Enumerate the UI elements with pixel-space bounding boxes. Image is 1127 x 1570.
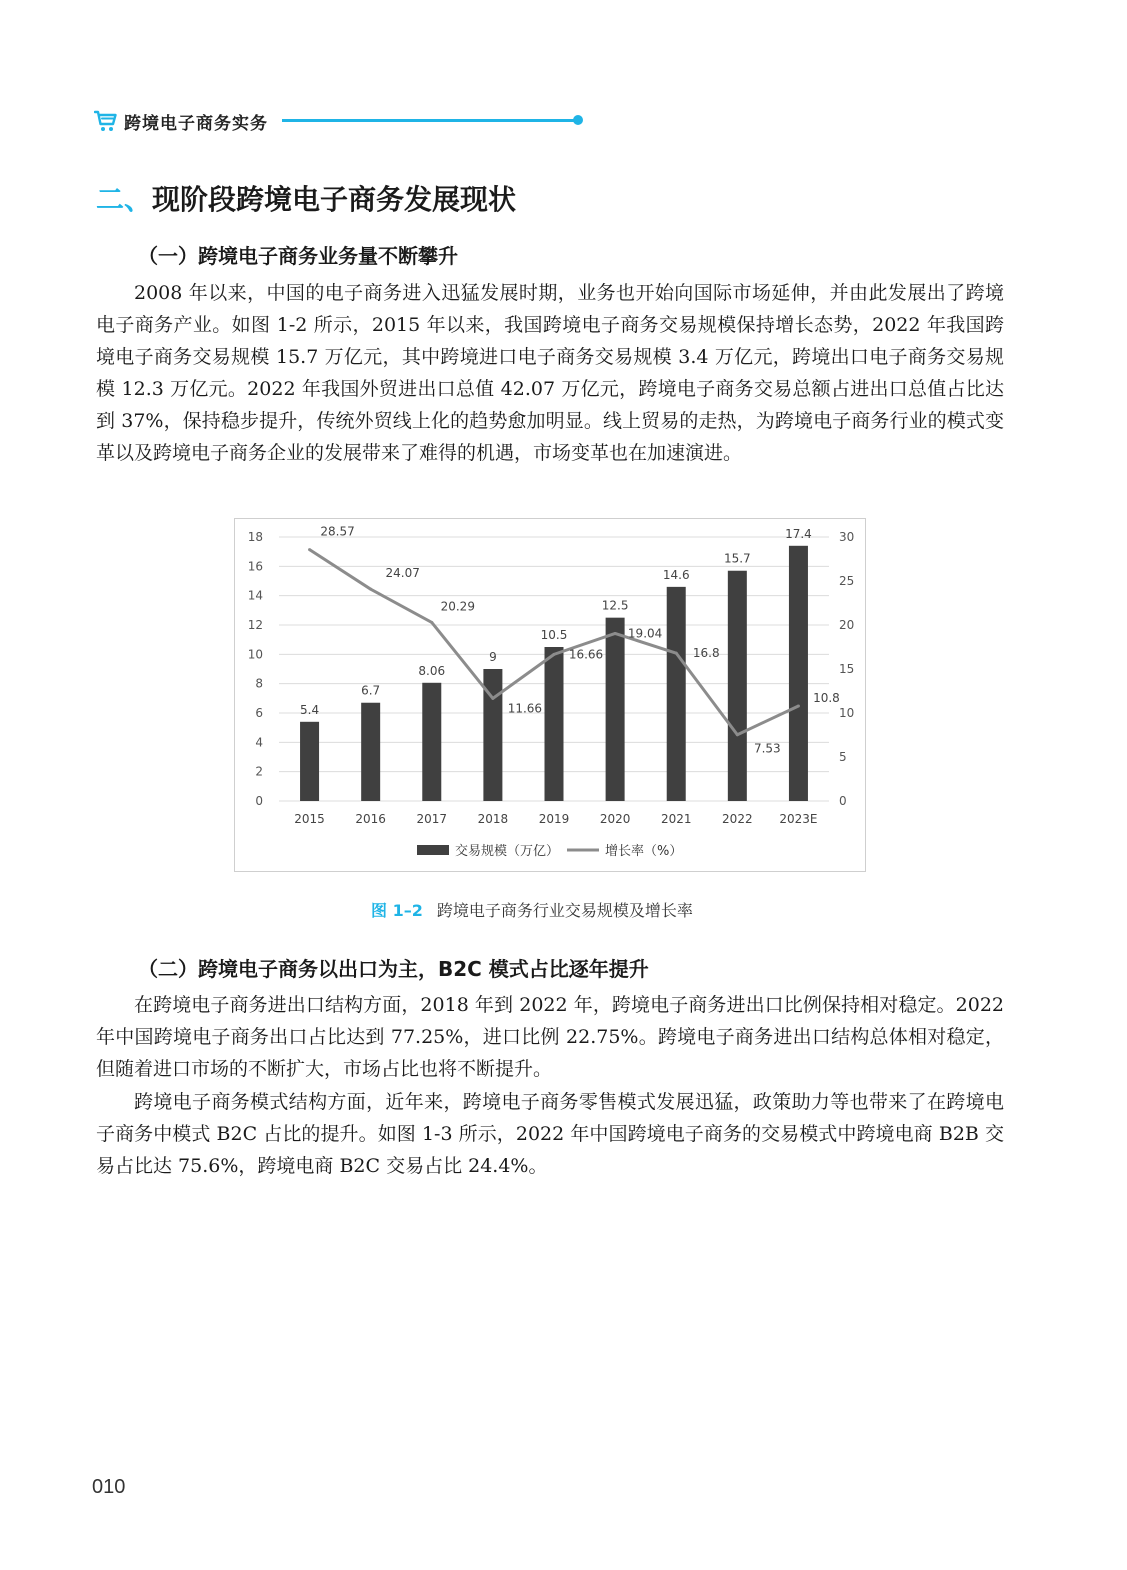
x-tick-label: 2015 bbox=[294, 812, 325, 826]
y-left-tick-label: 6 bbox=[255, 706, 263, 720]
x-tick-label: 2018 bbox=[477, 812, 509, 826]
y-left-tick-label: 14 bbox=[247, 588, 263, 603]
x-tick-label: 2022 bbox=[722, 812, 753, 826]
line-point bbox=[614, 632, 617, 635]
section-number: 二、 bbox=[96, 183, 153, 216]
legend-label-line: 增长率（%） bbox=[605, 844, 683, 859]
x-tick-label: 2021 bbox=[660, 812, 692, 826]
y-right-tick-label: 15 bbox=[839, 662, 855, 676]
line-value-label: 19.04 bbox=[627, 626, 663, 641]
line-value-label: 24.07 bbox=[385, 566, 420, 581]
section-title-text: 现阶段跨境电子商务发展现状 bbox=[152, 183, 517, 216]
y-left-tick-label: 0 bbox=[255, 794, 263, 808]
line-value-label: 28.57 bbox=[320, 524, 355, 539]
bar bbox=[422, 683, 441, 801]
bar bbox=[789, 546, 808, 801]
y-right-tick-label: 0 bbox=[839, 794, 847, 808]
y-left-tick-label: 2 bbox=[255, 764, 263, 779]
bar-value-label: 15.7 bbox=[723, 551, 751, 566]
line-point bbox=[675, 652, 678, 655]
shopping-cart-icon bbox=[94, 109, 118, 133]
bar-value-label: 6.7 bbox=[361, 683, 381, 698]
bar-value-label: 9 bbox=[489, 650, 497, 664]
line-point bbox=[430, 621, 433, 624]
running-header bbox=[94, 104, 268, 138]
x-tick-label: 2019 bbox=[538, 812, 570, 826]
y-right-tick-label: 20 bbox=[839, 618, 855, 632]
page-number: 010 bbox=[92, 1476, 126, 1498]
y-left-tick-label: 4 bbox=[255, 735, 263, 750]
figure-caption-text: 跨境电子商务行业交易规模及增长率 bbox=[436, 901, 693, 920]
x-tick-label: 2023E bbox=[779, 812, 818, 826]
line-value-label: 20.29 bbox=[440, 599, 475, 614]
line-value-label: 7.53 bbox=[753, 741, 781, 756]
line-point bbox=[797, 704, 800, 707]
paragraph-1: 2008 年以来，中国的电子商务进入迅猛发展时期，业务也开始向国际市场延伸，并由此发展出了跨境电子商务产业。如图 1-2 所示，2015 年以来，我国跨境电子商务交易规模保持增长态势，2022 年我国跨境电子商务交易规模 15.7 万亿元，其中跨境进口电子商务交易规模 3.4 万亿元，跨境出口电子商务交易规模 12.3 万亿元。2022 年我国外贸进出口总值 42.07 万亿元，跨境电子商务交易总额占进出口总值占比达到 37%，保持稳步提升，传统外贸线上化的趋势愈加明显。线上贸易的走热，为跨境电子商务行业的模式变革以及跨境电子商务企业的发展带来了难得的机遇，市场变革也在加速演进。 bbox=[96, 282, 1004, 464]
line-point bbox=[308, 548, 311, 551]
header-rule bbox=[282, 119, 578, 122]
bar-value-label: 10.5 bbox=[540, 628, 568, 642]
header-rule-dot bbox=[573, 115, 583, 125]
bar-value-label: 17.4 bbox=[785, 526, 812, 541]
line-value-label: 16.66 bbox=[568, 647, 604, 662]
bar bbox=[728, 571, 747, 801]
bar-value-label: 12.5 bbox=[601, 598, 629, 613]
y-right-tick-label: 30 bbox=[839, 530, 855, 544]
y-right-tick-label: 25 bbox=[839, 574, 855, 588]
y-right-tick-label: 10 bbox=[839, 706, 855, 720]
line-value-label: 11.66 bbox=[507, 701, 543, 716]
bar-value-label: 5.4 bbox=[300, 702, 320, 717]
legend-swatch-bar bbox=[417, 845, 449, 855]
bar bbox=[300, 722, 319, 801]
y-left-tick-label: 16 bbox=[247, 559, 263, 574]
trade-scale-chart bbox=[235, 519, 865, 871]
subsection-title-1: （一）跨境电子商务业务量不断攀升 bbox=[138, 244, 458, 268]
bar-value-label: 14.6 bbox=[662, 567, 690, 582]
x-tick-label: 2016 bbox=[355, 812, 386, 826]
paragraph-2: 在跨境电子商务进出口结构方面，2018 年到 2022 年，跨境电子商务进出口比例保持相对稳定。2022 年中国跨境电子商务出口占比达到 77.25%，进口比例 22.75%。跨境电子商务进出口结构总体相对稳定，但随着进口市场的不断扩大，市场占比也将不断提升。 bbox=[96, 994, 1004, 1080]
chart-frame bbox=[234, 518, 866, 872]
subsection-title-2: （二）跨境电子商务以出口为主，B2C 模式占比逐年提升 bbox=[138, 957, 649, 981]
x-tick-label: 2017 bbox=[416, 812, 448, 826]
bar bbox=[667, 587, 686, 801]
bar bbox=[545, 647, 564, 801]
x-tick-label: 2020 bbox=[599, 812, 631, 826]
y-right-tick-label: 5 bbox=[839, 750, 847, 764]
y-left-tick-label: 10 bbox=[247, 647, 263, 662]
y-left-tick-label: 18 bbox=[247, 530, 263, 544]
line-point bbox=[369, 588, 372, 591]
paragraph-3: 跨境电子商务模式结构方面，近年来，跨境电子商务零售模式发展迅猛，政策助力等也带来了在跨境电子商务中模式 B2C 占比的提升。如图 1-3 所示，2022 年中国跨境电子商务的交易模式中跨境电商 B2B 交易占比达 75.6%，跨境电商 B2C 交易占比 24.4%。 bbox=[96, 1091, 1004, 1177]
line-value-label: 10.8 bbox=[813, 690, 840, 705]
line-point bbox=[491, 697, 494, 700]
line-point bbox=[736, 733, 739, 736]
line-point bbox=[553, 653, 556, 656]
bar bbox=[361, 703, 380, 801]
bar-value-label: 8.06 bbox=[418, 663, 446, 678]
section-title bbox=[96, 178, 516, 218]
y-left-tick-label: 8 bbox=[255, 676, 263, 691]
figure-caption bbox=[371, 898, 693, 921]
legend-label-bar: 交易规模（万亿） bbox=[455, 844, 560, 859]
line-value-label: 16.8 bbox=[692, 646, 720, 661]
book-title: 跨境电子商务实务 bbox=[124, 113, 268, 134]
bar bbox=[606, 618, 625, 801]
y-left-tick-label: 12 bbox=[247, 618, 263, 632]
figure-number: 图 1–2 bbox=[371, 901, 423, 920]
